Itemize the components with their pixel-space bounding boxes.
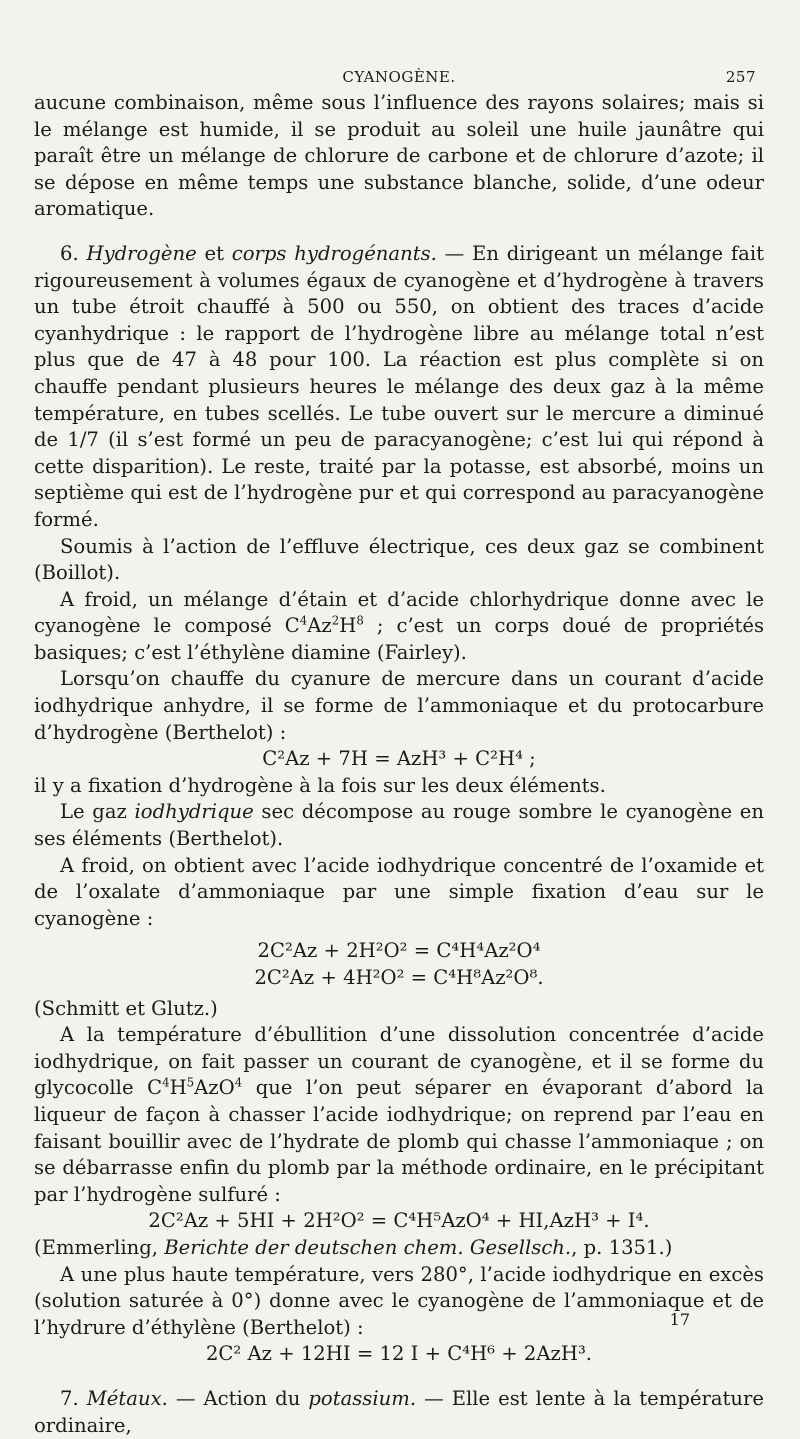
paragraph: A une plus haute température, vers 280°, l’acide iodhydrique en excès (solution saturée à 0°) donne avec le cyanogène de l’ammoniaque et de l’hydrure d’éthylène (Berthelot) : <box>34 1262 764 1339</box>
paragraph: A froid, un mélange d’étain et d’acide chlorhydrique donne avec le cyanogène le composé $C^4Az^2H^8$ ; c’est un corps doué de propriétés basiques; c’est l’éthylène diamine (Fairley). <box>34 587 765 664</box>
section-term: Métaux. <box>86 1386 168 1410</box>
equation: 2C²Az + 4H²O² = C⁴H⁸Az²O⁸. <box>254 966 544 989</box>
section-number: 7. <box>60 1386 79 1410</box>
paragraph: Soumis à l’action de l’effluve électrique, ces deux gaz se combinent (Boillot). <box>34 534 764 585</box>
citation: (Schmitt et Glutz.) <box>34 996 218 1020</box>
section-term: corps hydrogénants. <box>231 241 437 265</box>
running-head <box>34 60 764 90</box>
citation: (Emmerling, Berichte der deutschen chem. Gesellsch., p. 1351.) <box>34 1235 673 1259</box>
running-title: CYANOGÈNE. <box>342 68 456 86</box>
section-gap <box>34 1368 764 1386</box>
equation-group <box>34 938 764 991</box>
paragraph: A froid, on obtient avec l’acide iodhydrique concentré de l’oxamide et de l’oxalate d’ammoniaque par une simple fixation d’eau sur le cyanogène : <box>34 853 764 930</box>
equation: C²Az + 7H = AzH³ + C²H⁴ ; <box>262 747 536 771</box>
section-gap <box>34 223 764 241</box>
equation: 2C²Az + 5HI + 2H²O² = C⁴H⁵AzO⁴ + HI,AzH³ + I⁴. <box>148 1209 650 1233</box>
paragraph: Le gaz iodhydrique sec décompose au rouge sombre le cyanogène en ses éléments (Berthelot). <box>34 800 764 851</box>
section-hydrogene: 6. Hydrogène et corps hydrogénants. — En dirigeant un mélange fait rigoureusement à volumes égaux de cyanogène et d’hydrogène à travers un tube étroit chauffé à 500 ou 550, on obtient des traces d’acide cyanhydrique : le rapport de l’hydrogène libre au mélange total n’est plus que de 47 à 48 pour 100. La réaction est plus complète si on chauffe pendant plusieurs heures le mélange des deux gaz à la même température, en tubes scellés. Le tube ouvert sur le mercure a diminué de 1/7 (il s’est formé un peu de paracyanogène; c’est lui qui répond à cette disparition). Le reste, traité par la potasse, est absorbé, moins un septième qui est de l’hydrogène pur et qui correspond au paracyanogène formé. <box>34 241 764 531</box>
equation: 2C²Az + 2H²O² = C⁴H⁴Az²O⁴ <box>257 939 541 963</box>
printer-signature: 17 <box>669 1310 690 1329</box>
paragraph: il y a fixation d’hydrogène à la fois sur les deux éléments. <box>34 773 606 797</box>
section-metaux: 7. Métaux. — Action du potassium. — Elle est lente à la température ordinaire, <box>34 1386 764 1437</box>
equation: 2C² Az + 12HI = 12 I + C⁴H⁶ + 2AzH³. <box>205 1342 593 1366</box>
paragraph: A la température d’ébullition d’une dissolution concentrée d’acide iodhydrique, on fait passer un courant de cyanogène, et il se forme du glycocolle $C^4H^5AzO^4$ que l’on peut séparer en évaporant d’abord la liqueur de façon à chasser l’acide iodhydrique; on reprend par l’eau en faisant bouillir avec de l’hydrate de plomb qui chasse l’ammoniaque ; on se débarrasse enfin du plomb par la méthode ordinaire, en le précipitant par l’hydrogène sulfuré : <box>34 1023 764 1206</box>
section-term: potassium. <box>308 1386 417 1410</box>
section-term: Hydrogène <box>86 241 197 265</box>
body-text <box>34 90 764 1439</box>
paragraph: Lorsqu’on chauffe du cyanure de mercure dans un courant d’acide iodhydrique anhydre, il se forme de l’ammoniaque et du protocarbure d’hydrogène (Berthelot) : <box>34 667 764 744</box>
paragraph: aucune combinaison, même sous l’influence des rayons solaires; mais si le mélange est humide, il se produit au soleil une huile jaunâtre qui paraît être un mélange de chlorure de carbone et de chlorure d’azote; il se dépose en même temps une substance blanche, solide, d’une odeur aromatique. <box>34 91 764 221</box>
page-number: 257 <box>725 68 756 86</box>
section-number: 6. <box>60 241 79 265</box>
